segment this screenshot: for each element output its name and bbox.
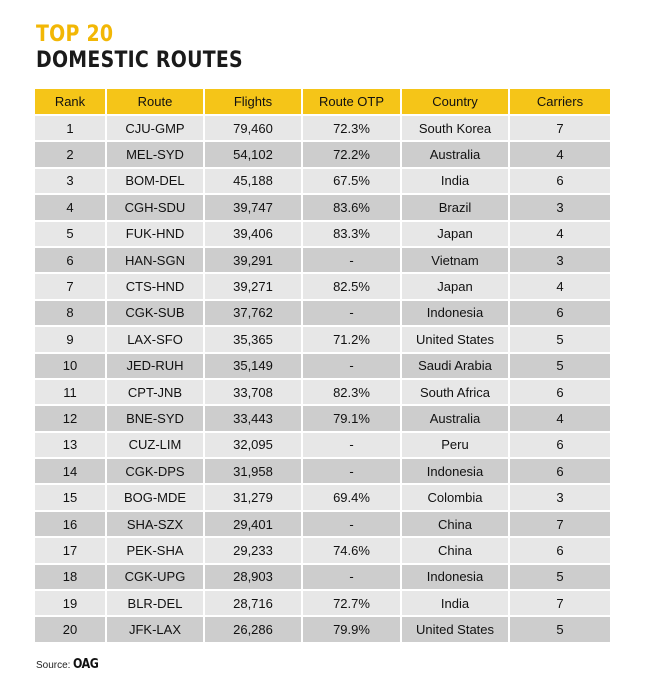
table-cell: 79,460: [205, 116, 303, 142]
table-cell: 4: [510, 142, 610, 168]
table-cell: -: [303, 301, 402, 327]
table-cell: Brazil: [402, 195, 510, 221]
table-cell: 72.3%: [303, 116, 402, 142]
table-cell: 3: [510, 195, 610, 221]
table-cell: 6: [510, 538, 610, 564]
column-header: Rank: [35, 89, 107, 116]
table-cell: China: [402, 512, 510, 538]
table-cell: 82.5%: [303, 274, 402, 300]
table-row: [35, 301, 610, 327]
table-cell: CUZ-LIM: [107, 433, 205, 459]
table-cell: PEK-SHA: [107, 538, 205, 564]
table-cell: 7: [510, 116, 610, 142]
table-row: [35, 538, 610, 564]
table-cell: 1: [35, 116, 107, 142]
table-cell: 72.7%: [303, 591, 402, 617]
table-cell: 37,762: [205, 301, 303, 327]
column-header: Carriers: [510, 89, 610, 116]
table-row: [35, 354, 610, 380]
table-cell: India: [402, 591, 510, 617]
table-header-row: [35, 89, 610, 116]
table-cell: Japan: [402, 274, 510, 300]
table-cell: 29,401: [205, 512, 303, 538]
table-cell: 17: [35, 538, 107, 564]
table-cell: BOG-MDE: [107, 485, 205, 511]
table-cell: Peru: [402, 433, 510, 459]
oag-logo: OAG: [73, 657, 99, 672]
table-row: [35, 485, 610, 511]
table-cell: -: [303, 565, 402, 591]
table-row: [35, 222, 610, 248]
table-cell: Indonesia: [402, 459, 510, 485]
title-block: [36, 22, 277, 74]
table-cell: 72.2%: [303, 142, 402, 168]
column-header: Route OTP: [303, 89, 402, 116]
table-cell: -: [303, 459, 402, 485]
table-cell: BOM-DEL: [107, 169, 205, 195]
table-cell: -: [303, 248, 402, 274]
table-cell: 54,102: [205, 142, 303, 168]
table-cell: 6: [35, 248, 107, 274]
table-cell: 16: [35, 512, 107, 538]
table-cell: 6: [510, 433, 610, 459]
table-cell: 4: [510, 222, 610, 248]
table-row: [35, 142, 610, 168]
table-row: [35, 617, 610, 643]
table-cell: 5: [510, 327, 610, 353]
table-cell: United States: [402, 327, 510, 353]
table-cell: 3: [510, 248, 610, 274]
column-header: Flights: [205, 89, 303, 116]
source-label: Source:: [36, 660, 71, 671]
table-row: [35, 406, 610, 432]
table-cell: 79.9%: [303, 617, 402, 643]
table-cell: 32,095: [205, 433, 303, 459]
table-cell: 35,149: [205, 354, 303, 380]
table-cell: 2: [35, 142, 107, 168]
table-cell: -: [303, 512, 402, 538]
table-cell: 39,291: [205, 248, 303, 274]
table-cell: 71.2%: [303, 327, 402, 353]
table-cell: 39,271: [205, 274, 303, 300]
table-row: [35, 327, 610, 353]
table-cell: 35,365: [205, 327, 303, 353]
table-cell: 69.4%: [303, 485, 402, 511]
table-row: [35, 169, 610, 195]
table-cell: 74.6%: [303, 538, 402, 564]
table-cell: South Africa: [402, 380, 510, 406]
title-line-2: DOMESTIC ROUTES: [36, 48, 243, 73]
table-cell: 5: [510, 617, 610, 643]
table-cell: 4: [510, 406, 610, 432]
table-cell: Australia: [402, 142, 510, 168]
table-cell: 33,443: [205, 406, 303, 432]
table-cell: 39,406: [205, 222, 303, 248]
table-cell: 82.3%: [303, 380, 402, 406]
table-row: [35, 380, 610, 406]
table-cell: 10: [35, 354, 107, 380]
table-cell: 7: [35, 274, 107, 300]
table-cell: 3: [510, 485, 610, 511]
table-row: [35, 565, 610, 591]
table-cell: 31,958: [205, 459, 303, 485]
table-cell: 45,188: [205, 169, 303, 195]
table-cell: BNE-SYD: [107, 406, 205, 432]
table-cell: 7: [510, 512, 610, 538]
table-cell: 18: [35, 565, 107, 591]
table-row: [35, 459, 610, 485]
table-cell: -: [303, 354, 402, 380]
table-row: [35, 591, 610, 617]
table-cell: -: [303, 433, 402, 459]
table-cell: 83.3%: [303, 222, 402, 248]
table-cell: United States: [402, 617, 510, 643]
table-cell: CPT-JNB: [107, 380, 205, 406]
column-header: Country: [402, 89, 510, 116]
table-cell: India: [402, 169, 510, 195]
table-cell: HAN-SGN: [107, 248, 205, 274]
table-cell: CGK-DPS: [107, 459, 205, 485]
table-cell: 20: [35, 617, 107, 643]
table-cell: 14: [35, 459, 107, 485]
table-cell: 33,708: [205, 380, 303, 406]
table-cell: 4: [35, 195, 107, 221]
table-cell: 79.1%: [303, 406, 402, 432]
table-cell: 7: [510, 591, 610, 617]
table-cell: 28,903: [205, 565, 303, 591]
table-cell: 3: [35, 169, 107, 195]
table-cell: 28,716: [205, 591, 303, 617]
table-cell: 11: [35, 380, 107, 406]
table-cell: 5: [35, 222, 107, 248]
table-cell: 31,279: [205, 485, 303, 511]
table-cell: 6: [510, 380, 610, 406]
table-cell: 6: [510, 301, 610, 327]
table-cell: Saudi Arabia: [402, 354, 510, 380]
table-cell: 6: [510, 459, 610, 485]
table-cell: LAX-SFO: [107, 327, 205, 353]
table-cell: 5: [510, 565, 610, 591]
table-cell: 19: [35, 591, 107, 617]
table-cell: CGK-SUB: [107, 301, 205, 327]
table-body: [35, 116, 610, 644]
table-cell: 26,286: [205, 617, 303, 643]
table-row: [35, 433, 610, 459]
table-cell: JED-RUH: [107, 354, 205, 380]
table-cell: 5: [510, 354, 610, 380]
table-cell: Japan: [402, 222, 510, 248]
table-cell: 6: [510, 169, 610, 195]
table-cell: CJU-GMP: [107, 116, 205, 142]
table-cell: China: [402, 538, 510, 564]
table-cell: 4: [510, 274, 610, 300]
table-row: [35, 248, 610, 274]
table-cell: 83.6%: [303, 195, 402, 221]
source-note: [36, 657, 103, 672]
table-cell: South Korea: [402, 116, 510, 142]
table-cell: CGH-SDU: [107, 195, 205, 221]
table-cell: CGK-UPG: [107, 565, 205, 591]
table-cell: 13: [35, 433, 107, 459]
table-cell: Australia: [402, 406, 510, 432]
table-cell: 9: [35, 327, 107, 353]
table-cell: 67.5%: [303, 169, 402, 195]
table-cell: Indonesia: [402, 565, 510, 591]
table-row: [35, 512, 610, 538]
table-cell: FUK-HND: [107, 222, 205, 248]
table-row: [35, 116, 610, 142]
table-cell: 15: [35, 485, 107, 511]
table-row: [35, 274, 610, 300]
column-header: Route: [107, 89, 205, 116]
routes-table: [35, 89, 610, 644]
table-cell: Indonesia: [402, 301, 510, 327]
table-cell: 12: [35, 406, 107, 432]
table-row: [35, 195, 610, 221]
table-cell: CTS-HND: [107, 274, 205, 300]
table-cell: Vietnam: [402, 248, 510, 274]
table-cell: Colombia: [402, 485, 510, 511]
table-cell: 29,233: [205, 538, 303, 564]
table-cell: SHA-SZX: [107, 512, 205, 538]
table-cell: BLR-DEL: [107, 591, 205, 617]
table-cell: MEL-SYD: [107, 142, 205, 168]
table-cell: JFK-LAX: [107, 617, 205, 643]
title-line-1: TOP 20: [36, 22, 114, 47]
table-cell: 8: [35, 301, 107, 327]
table-cell: 39,747: [205, 195, 303, 221]
